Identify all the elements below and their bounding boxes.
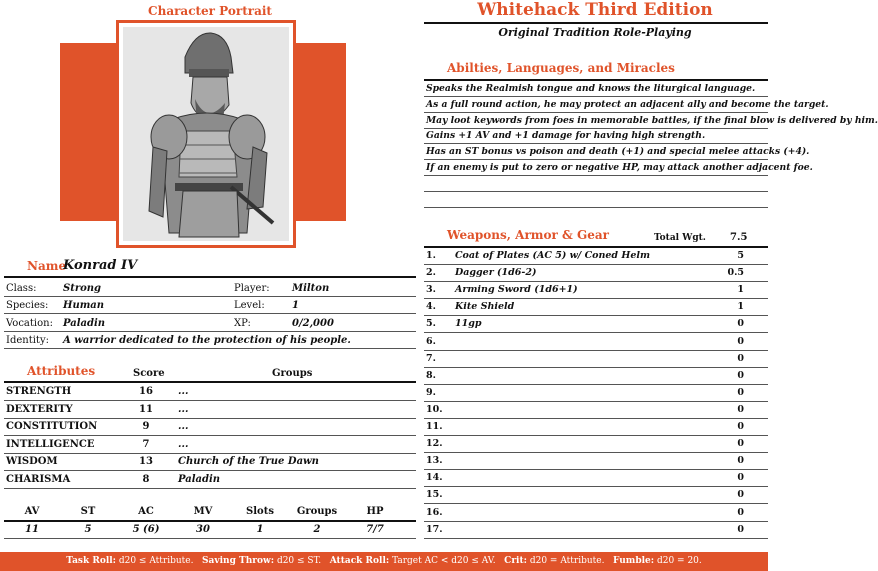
task-roll-text: d20 ≤ Attribute.	[118, 556, 194, 566]
gear-row-weight: 1	[737, 284, 744, 296]
divider	[4, 381, 416, 383]
attribute-score: 13	[139, 456, 153, 467]
attribute-name: DEXTERITY	[6, 403, 73, 415]
knight-illustration	[123, 27, 289, 241]
stat-label-hp: HP	[366, 506, 384, 517]
attribute-group: ...	[178, 403, 189, 415]
task-roll-label: Task Roll:	[66, 556, 116, 566]
divider	[424, 521, 768, 522]
score-header: Score	[133, 368, 165, 379]
divider	[424, 538, 768, 539]
ability-row: Has an ST bonus vs poison and death (+1) and special melee attacks (+4).	[426, 146, 810, 158]
gear-row-weight: 1	[737, 301, 744, 313]
stat-value-groups: 2	[313, 524, 321, 535]
divider	[424, 112, 768, 113]
divider	[4, 435, 416, 436]
gear-row-weight: 0	[737, 455, 744, 467]
stat-value-av: 11	[25, 524, 39, 535]
vocation-label: Vocation:	[6, 318, 53, 329]
stat-value-mv: 30	[196, 524, 210, 535]
divider	[4, 276, 416, 278]
divider	[424, 207, 768, 208]
divider	[424, 452, 768, 453]
saving-throw-text: d20 ≤ ST.	[276, 556, 322, 566]
player-value: Milton	[292, 283, 330, 294]
subtitle: Original Tradition Role-Playing	[498, 26, 692, 39]
attribute-group: ...	[178, 438, 189, 450]
portrait-title: Character Portrait	[148, 4, 272, 18]
abilities-title: Abilties, Languages, and Miracles	[447, 61, 675, 75]
main-title: Whitehack Third Edition	[477, 0, 713, 20]
gear-row-number: 7.	[426, 352, 436, 364]
divider	[424, 384, 768, 385]
gear-row-weight: 0	[737, 421, 744, 432]
gear-row-item: Coat of Plates (AC 5) w/ Coned Helm	[455, 250, 651, 261]
identity-label: Identity:	[6, 335, 49, 346]
stat-value-ac: 5 (6)	[132, 524, 160, 535]
level-value: 1	[292, 300, 299, 311]
attribute-score: 9	[142, 421, 150, 432]
attribute-score: 11	[139, 403, 153, 415]
attribute-group: ...	[178, 421, 189, 432]
gear-row-weight: 0	[737, 403, 744, 415]
crit-text: d20 = Attribute.	[529, 556, 605, 566]
gear-row-weight: 0	[737, 335, 744, 347]
gear-row-number: 6.	[426, 335, 436, 347]
class-label: Class:	[6, 283, 37, 294]
divider	[424, 298, 768, 299]
divider	[4, 418, 416, 419]
gear-row-weight: 0	[737, 352, 744, 364]
gear-row-item: Kite Shield	[455, 301, 515, 313]
gear-row-weight: 0	[737, 506, 744, 518]
gear-row-item: Dagger (1d6-2)	[455, 267, 537, 279]
divider	[4, 520, 416, 522]
gear-row-number: 13.	[426, 455, 443, 467]
fumble-label: Fumble:	[613, 556, 655, 566]
knight-portrait-image	[123, 27, 289, 241]
ability-row: As a full round action, he may protect an adjacent ally and become the target.	[426, 98, 829, 110]
gear-row-item: Arming Sword (1d6+1)	[455, 284, 578, 296]
gear-row-weight: 0.5	[727, 267, 744, 279]
gear-row-number: 14.	[426, 472, 443, 484]
xp-label: XP:	[234, 318, 251, 329]
divider	[424, 96, 768, 97]
divider	[424, 418, 768, 419]
gear-row-number: 10.	[426, 403, 443, 415]
attributes-title: Attributes	[27, 364, 96, 378]
divider	[424, 191, 768, 192]
attribute-name: CONSTITUTION	[6, 421, 98, 432]
gear-row-number: 16.	[426, 506, 443, 518]
divider	[424, 175, 768, 176]
ability-row: If an enemy is put to zero or negative HP, may attack another adjacent foe.	[426, 162, 813, 173]
divider	[424, 401, 768, 402]
total-weight-label: Total Wgt.	[654, 233, 706, 243]
divider	[424, 503, 768, 504]
crit-label: Crit:	[504, 556, 527, 566]
class-value: Strong	[63, 283, 102, 294]
divider	[424, 281, 768, 282]
stat-value-hp: 7/7	[366, 524, 384, 535]
divider	[4, 331, 416, 332]
divider	[4, 453, 416, 454]
attribute-score: 16	[139, 386, 153, 397]
attribute-name: INTELLIGENCE	[6, 438, 95, 450]
divider	[4, 538, 416, 539]
divider	[424, 435, 768, 436]
divider	[424, 350, 768, 351]
fumble-text: d20 = 20.	[656, 556, 702, 566]
character-name: Konrad IV	[63, 258, 138, 273]
gear-row-weight: 0	[737, 369, 744, 381]
species-label: Species:	[6, 300, 49, 311]
stat-label-ac: AC	[138, 506, 154, 517]
gear-row-number: 17.	[426, 523, 443, 535]
gear-row-number: 11.	[426, 421, 443, 432]
attack-roll-text: Target AC < d20 ≤ AV.	[392, 556, 496, 566]
attribute-name: STRENGTH	[6, 386, 72, 397]
gear-row-weight: 0	[737, 489, 744, 501]
stat-label-groups: Groups	[296, 506, 338, 517]
gear-row-number: 4.	[426, 301, 436, 313]
gear-row-weight: 5	[737, 250, 744, 261]
gear-row-number: 3.	[426, 284, 436, 296]
gear-row-weight: 0	[737, 438, 744, 450]
divider	[424, 469, 768, 470]
divider	[424, 486, 768, 487]
groups-header: Groups	[272, 368, 313, 379]
divider	[4, 400, 416, 401]
divider	[4, 348, 416, 349]
saving-throw-label: Saving Throw:	[202, 556, 275, 566]
gear-row-number: 1.	[426, 250, 436, 261]
divider	[424, 367, 768, 368]
attribute-name: WISDOM	[6, 456, 58, 467]
level-label: Level:	[234, 300, 265, 311]
divider	[424, 332, 768, 333]
divider	[424, 246, 768, 248]
divider	[424, 143, 768, 144]
gear-row-weight: 0	[737, 386, 744, 398]
gear-row-weight: 0	[737, 523, 744, 535]
gear-row-number: 12.	[426, 438, 443, 450]
total-weight-value: 7.5	[730, 232, 748, 243]
attribute-name: CHARISMA	[6, 473, 71, 485]
divider	[424, 22, 768, 24]
gear-row-item: 11gp	[455, 318, 482, 330]
name-label: Name	[27, 259, 67, 273]
attribute-score: 8	[142, 473, 150, 485]
attribute-score: 7	[142, 438, 150, 450]
gear-row-number: 8.	[426, 369, 436, 381]
gear-row-number: 15.	[426, 489, 443, 501]
ability-row: Gains +1 AV and +1 damage for having high strength.	[426, 130, 706, 142]
stat-value-st: 5	[84, 524, 92, 535]
ability-row: Speaks the Realmish tongue and knows the liturgical language.	[426, 83, 756, 94]
divider	[4, 488, 416, 489]
stat-label-st: ST	[80, 506, 96, 517]
xp-value: 0/2,000	[292, 318, 334, 329]
gear-title: Weapons, Armor & Gear	[447, 228, 609, 242]
divider	[4, 470, 416, 471]
vocation-value: Paladin	[63, 318, 106, 329]
gear-row-number: 5.	[426, 318, 436, 330]
attribute-group: Paladin	[178, 473, 221, 485]
stat-label-slots: Slots	[246, 506, 274, 517]
gear-row-number: 9.	[426, 386, 436, 398]
stat-value-slots: 1	[256, 524, 264, 535]
rules-footer	[0, 552, 768, 571]
stat-label-av: AV	[24, 506, 40, 517]
divider	[4, 296, 416, 297]
attack-roll-label: Attack Roll:	[329, 556, 390, 566]
stat-label-mv: MV	[193, 506, 213, 517]
divider	[424, 79, 768, 81]
divider	[424, 264, 768, 265]
gear-row-weight: 0	[737, 318, 744, 330]
gear-row-number: 2.	[426, 267, 436, 279]
divider	[424, 315, 768, 316]
identity-value: A warrior dedicated to the protection of his people.	[63, 335, 351, 346]
attribute-group: Church of the True Dawn	[178, 456, 319, 467]
gear-row-weight: 0	[737, 472, 744, 484]
divider	[424, 159, 768, 160]
ability-row: May loot keywords from foes in memorable battles, if the final blow is delivered by him.	[426, 114, 878, 126]
divider	[424, 128, 768, 129]
portrait-frame	[116, 20, 296, 248]
species-value: Human	[63, 300, 105, 311]
divider	[4, 313, 416, 314]
player-label: Player:	[234, 283, 270, 294]
attribute-group: ...	[178, 386, 189, 397]
